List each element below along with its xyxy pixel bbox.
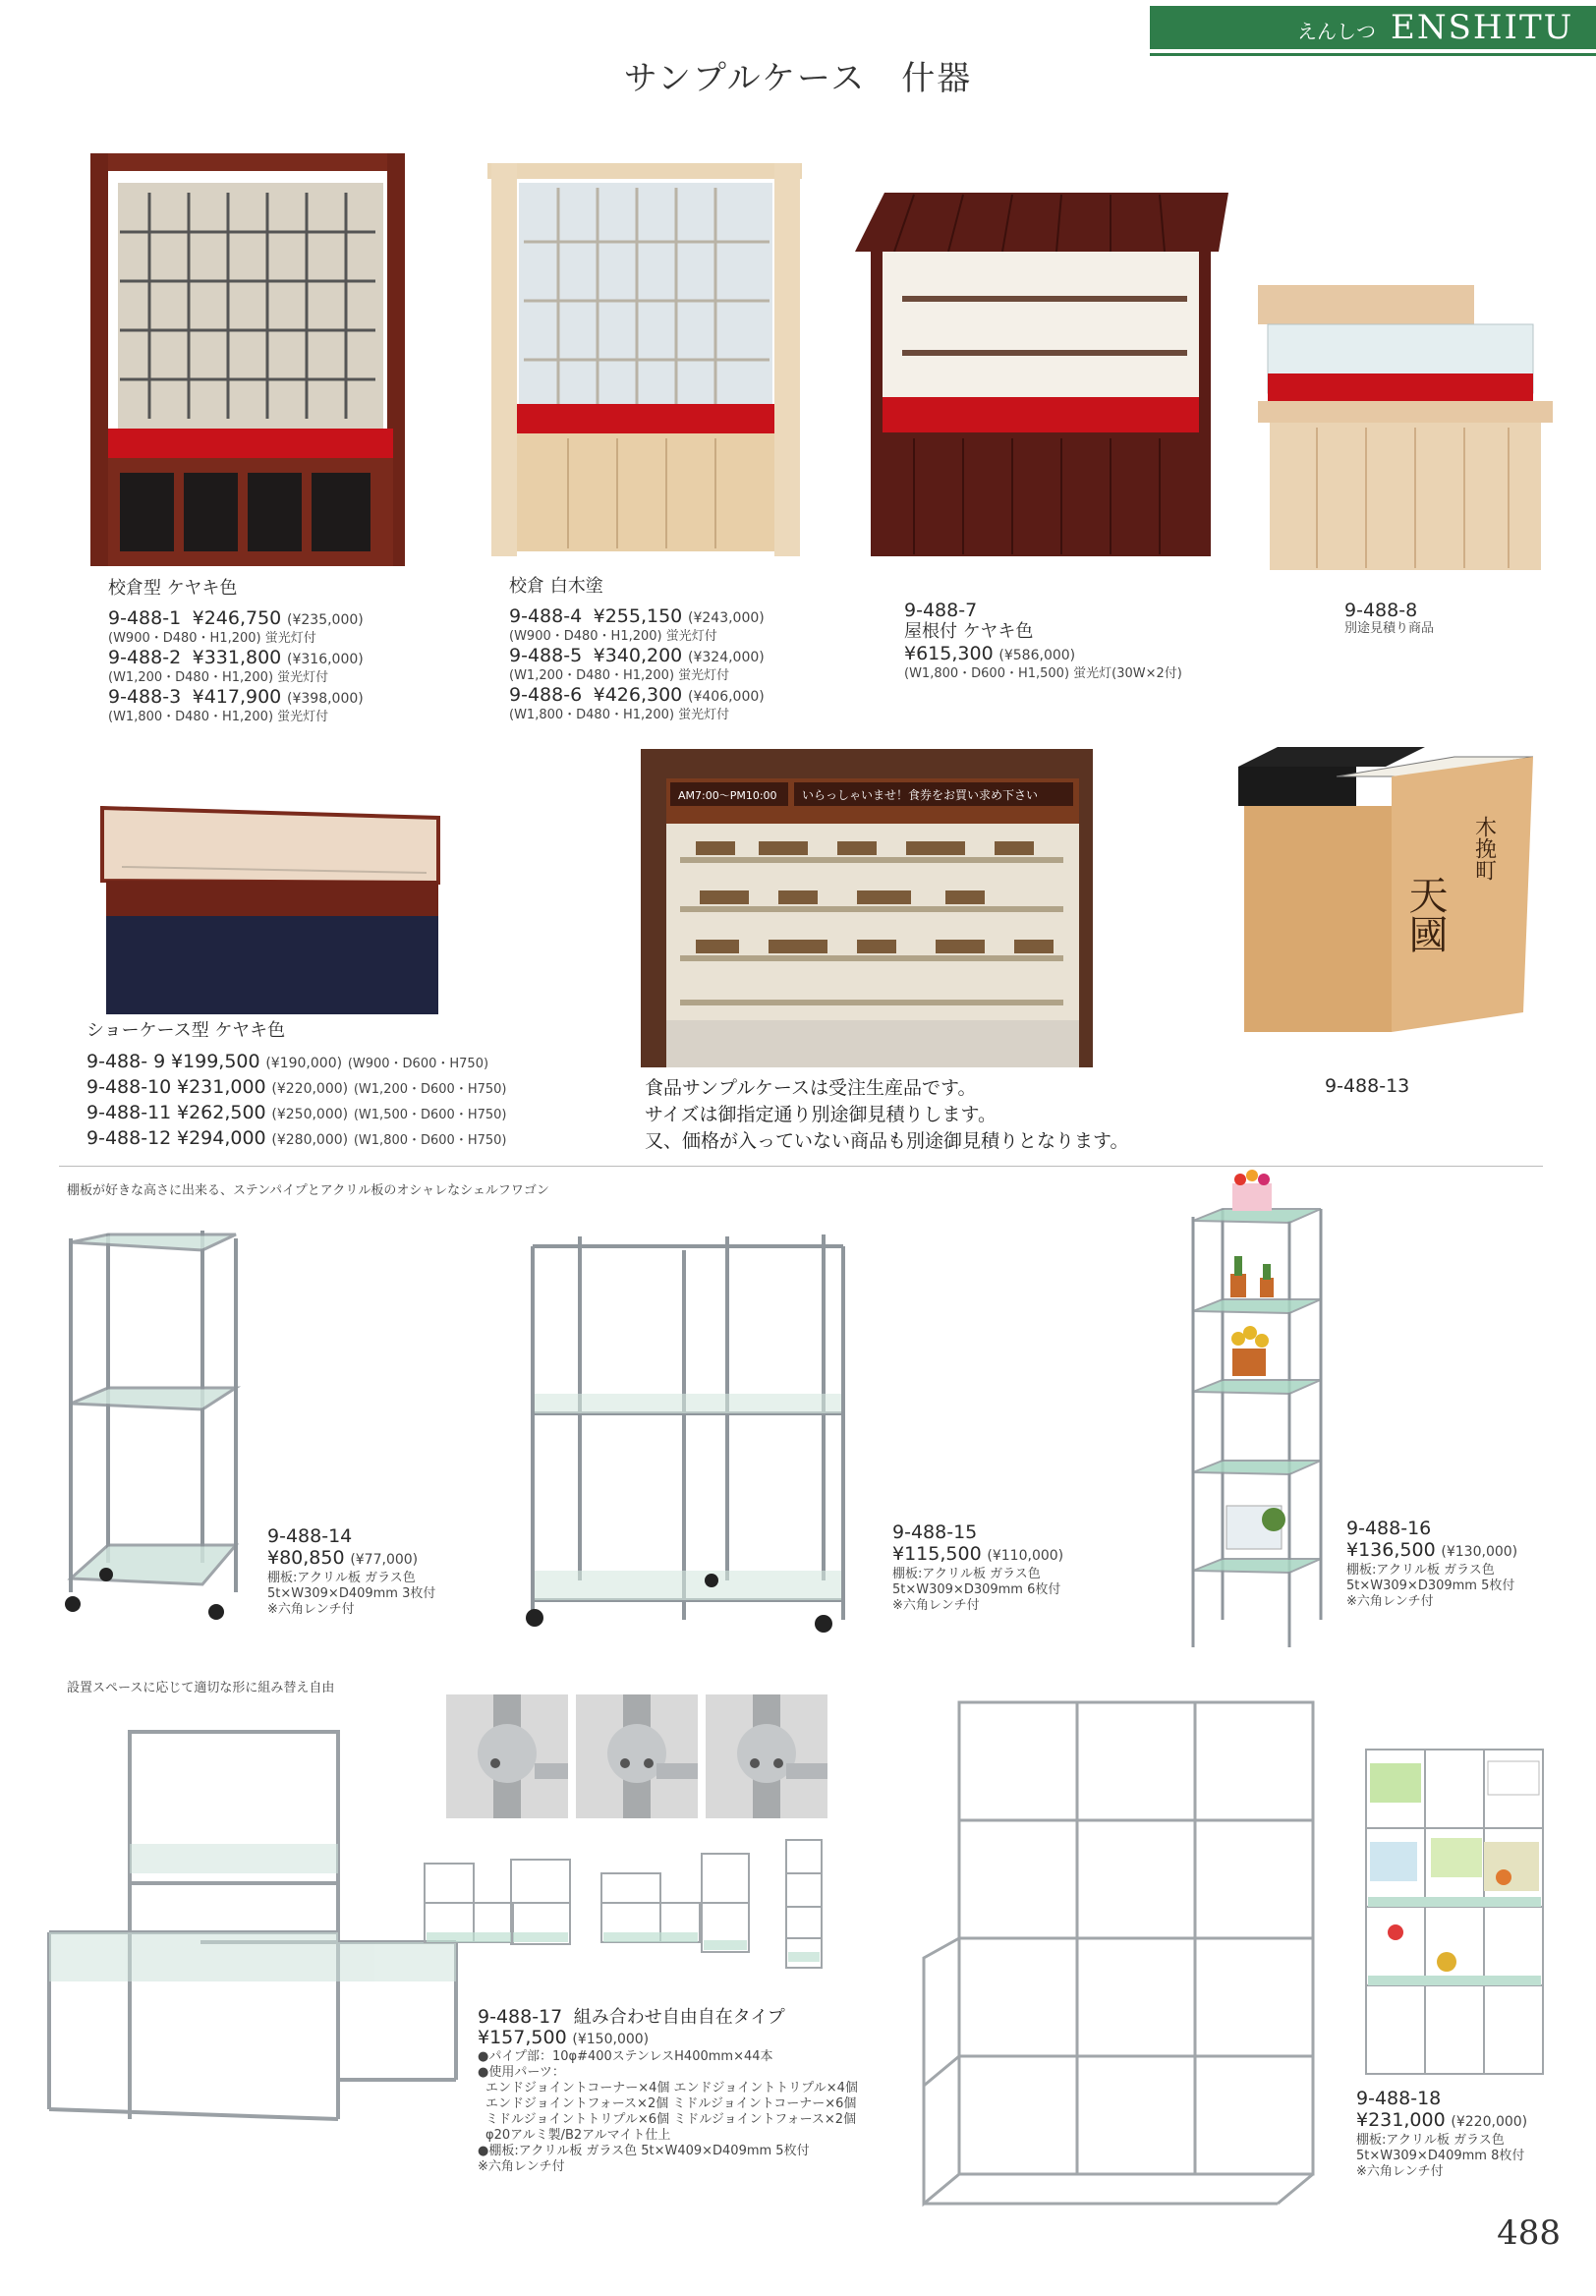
product-spec: (W1,800・D480・H1,200) 蛍光灯付 (509, 708, 730, 722)
product-price: ¥340,200 (593, 645, 683, 666)
product-spec: (W1,200・D480・H1,200) 蛍光灯付 (108, 670, 329, 685)
product-line (892, 1543, 1063, 1567)
product-code: 9-488-13 (1325, 1075, 1410, 1097)
product-group-wagon-16 (1346, 1518, 1517, 1610)
product-group-display-18 (1356, 2088, 1527, 2180)
product-price: ¥615,300 (904, 643, 994, 664)
product-price-excl-tax: (¥406,000) (688, 689, 765, 705)
product-line (86, 1101, 507, 1126)
combo-shelf-image (43, 1726, 466, 2139)
product-spec: 5t×W309×D309mm 6枚付 (892, 1582, 1061, 1597)
display-rack-image (1356, 1740, 1553, 2084)
combo-section-heading: 設置スペースに応じて適切な形に組み替え自由 (67, 1681, 335, 1695)
product-price-excl-tax: (¥243,000) (688, 610, 765, 626)
white-wood-cabinet-image (480, 144, 814, 566)
product-group-showcase (86, 1020, 507, 1152)
page-number: 488 (1497, 2213, 1561, 2253)
product-group-wagon-14 (267, 1525, 435, 1618)
store-photo (641, 749, 1093, 1067)
product-code: 9-488-17 (478, 2006, 563, 2028)
product-code: 9-488-6 (509, 684, 583, 706)
product-price-excl-tax: (¥280,000) (271, 1132, 349, 1148)
product-price-excl-tax: (¥130,000) (1441, 1544, 1518, 1560)
product-line (108, 607, 364, 631)
product-code: 9-488-7 (904, 600, 978, 621)
brand-band (1150, 6, 1596, 49)
tenkoku-counter-image (1238, 747, 1533, 1042)
config-thumbnails (419, 1834, 831, 1981)
showcase-image (92, 798, 448, 1020)
wagon-5tier-image (1183, 1166, 1340, 1653)
product-price-excl-tax: (¥398,000) (287, 691, 364, 707)
product-group-white-wood (509, 576, 765, 723)
product-spec: (W1,800・D600・H1,500) 蛍光灯(30W×2付) (904, 666, 1182, 681)
product-price: ¥255,150 (593, 605, 683, 627)
product-line (509, 684, 765, 708)
product-group-wagon-15 (892, 1521, 1063, 1614)
brand-kana: えんしつ (1297, 20, 1376, 43)
tenkoku-sign-sub: 木挽町 (1471, 816, 1497, 881)
product-name: 校倉型 ケヤキ色 (108, 578, 238, 599)
product-price: ¥231,000 (1356, 2109, 1446, 2131)
product-price: ¥331,800 (192, 647, 282, 668)
product-group-roofed (904, 600, 1182, 682)
product-group-counter (1344, 600, 1434, 637)
product-code: 9-488- 9 (86, 1051, 166, 1072)
product-spec: 5t×W309×D309mm 5枚付 (1346, 1578, 1515, 1593)
product-code: 9-488-11 (86, 1102, 172, 1123)
product-note: ※六角レンチ付 (1356, 2164, 1444, 2179)
product-code: 9-488-3 (108, 686, 182, 708)
product-spec: φ20アルミ製/B2アルマイト仕上 (485, 2128, 671, 2143)
grid-frame-image (914, 1693, 1327, 2223)
product-code: 9-488-5 (509, 645, 583, 666)
product-line (86, 1126, 507, 1152)
wagon-3tier-image (59, 1229, 246, 1622)
product-price: ¥115,500 (892, 1543, 982, 1565)
notice-line: 食品サンプルケースは受注生産品です。 (645, 1077, 977, 1099)
keyaki-cabinet-image (81, 144, 415, 576)
product-line (267, 1547, 435, 1571)
product-code: 9-488-14 (267, 1525, 353, 1547)
product-price-excl-tax: (¥150,000) (572, 2032, 650, 2047)
product-spec: (W1,200・D480・H1,200) 蛍光灯付 (509, 668, 730, 683)
product-price: ¥231,000 (176, 1076, 266, 1098)
product-note: ※六角レンチ付 (892, 1598, 980, 1613)
joint-closeup-images (446, 1694, 829, 1818)
product-note: ※六角レンチ付 (267, 1602, 355, 1617)
store-sign-text: いらっしゃいませ！食券をお買い求め下さい (802, 788, 1039, 802)
product-code: 9-488-10 (86, 1076, 172, 1098)
counter-case-image (1258, 285, 1553, 580)
store-sign-hours: AM7:00～PM10:00 (678, 789, 777, 802)
product-title-line (478, 2007, 858, 2028)
product-spec: (W1,500・D600・H750) (353, 1108, 507, 1122)
product-spec: (W900・D480・H1,200) 蛍光灯付 (108, 631, 316, 646)
product-price-excl-tax: (¥77,000) (350, 1552, 419, 1568)
product-code: 9-488-16 (1346, 1518, 1432, 1539)
product-price: ¥262,500 (176, 1102, 266, 1123)
product-spec: エンドジョイントフォース×2個 ミドルジョイントコーナー×6個 (485, 2096, 857, 2111)
product-line (86, 1050, 507, 1075)
product-price: ¥199,500 (170, 1051, 260, 1072)
product-note: 別途見積り商品 (1344, 621, 1435, 636)
product-price-excl-tax: (¥586,000) (998, 648, 1076, 663)
product-line (1346, 1539, 1517, 1563)
page-title: サンプルケース 什器 (623, 59, 973, 98)
product-price: ¥426,300 (593, 684, 683, 706)
product-spec: (W1,800・D600・H750) (353, 1133, 507, 1148)
notice-block (645, 1075, 1128, 1155)
product-line (509, 645, 765, 668)
tenkoku-sign-main: 天國 (1402, 875, 1448, 953)
product-spec: 棚板:アクリル板 ガラス色 (892, 1567, 1041, 1581)
product-code: 9-488-8 (1344, 600, 1418, 621)
product-price: ¥417,900 (192, 686, 282, 708)
product-code: 9-488-15 (892, 1521, 978, 1543)
product-name: 屋根付 ケヤキ色 (904, 621, 1034, 642)
product-spec: 5t×W309×D409mm 8枚付 (1356, 2149, 1525, 2163)
product-code: 9-488-12 (86, 1127, 172, 1149)
product-price-excl-tax: (¥316,000) (287, 652, 364, 667)
product-note: ※六角レンチ付 (1346, 1594, 1434, 1609)
product-spec: (W900・D480・H1,200) 蛍光灯付 (509, 629, 717, 644)
product-note: ※六角レンチ付 (478, 2159, 565, 2174)
product-group-keyaki (108, 578, 364, 725)
product-price: ¥157,500 (478, 2027, 567, 2048)
product-line (904, 643, 1182, 666)
product-spec: ●使用パーツ： (478, 2065, 565, 2080)
product-code: 9-488-18 (1356, 2088, 1442, 2109)
wagon-section-heading: 棚板が好きな高さに出来る、ステンパイプとアクリル板のオシャレなシェルフワゴン (67, 1183, 549, 1198)
product-code: 9-488-4 (509, 605, 583, 627)
product-name: ショーケース型 ケヤキ色 (86, 1020, 286, 1041)
product-spec: 5t×W309×D409mm 3枚付 (267, 1586, 436, 1601)
product-spec: エンドジョイントコーナー×4個 エンドジョイントトリプル×4個 (485, 2081, 858, 2095)
product-line (86, 1075, 507, 1101)
product-price: ¥246,750 (192, 607, 282, 629)
roofed-case-image (855, 183, 1228, 566)
product-spec: ミドルジョイントトリプル×6個 ミドルジョイントフォース×2個 (485, 2112, 857, 2127)
product-price-excl-tax: (¥220,000) (271, 1081, 349, 1097)
product-price-excl-tax: (¥220,000) (1451, 2114, 1528, 2130)
product-price-excl-tax: (¥190,000) (265, 1056, 343, 1071)
notice-line: 又、価格が入っていない商品も別途御見積りとなります。 (645, 1130, 1129, 1152)
product-line (108, 686, 364, 710)
product-price: ¥136,500 (1346, 1539, 1436, 1561)
product-spec: (W1,200・D600・H750) (353, 1082, 507, 1097)
product-spec: (W1,800・D480・H1,200) 蛍光灯付 (108, 710, 329, 724)
product-line (108, 647, 364, 670)
product-spec: 棚板:アクリル板 ガラス色 (1346, 1563, 1495, 1578)
product-name: 組み合わせ自由自在タイプ (573, 2007, 785, 2028)
product-name: 校倉 白木塗 (509, 576, 603, 597)
product-spec: (W900・D600・H750) (347, 1057, 489, 1071)
product-spec: 棚板:アクリル板 ガラス色 (1356, 2133, 1505, 2148)
product-price-excl-tax: (¥324,000) (688, 650, 765, 665)
product-price-excl-tax: (¥250,000) (271, 1107, 349, 1122)
wagon-6shelf-image (519, 1227, 863, 1649)
notice-line: サイズは御指定通り別途御見積りします。 (645, 1104, 997, 1125)
product-price-excl-tax: (¥110,000) (987, 1548, 1064, 1564)
product-group-combo (478, 2007, 858, 2175)
product-price: ¥294,000 (176, 1127, 266, 1149)
product-code: 9-488-2 (108, 647, 182, 668)
product-spec: 棚板:アクリル板 ガラス色 (267, 1571, 416, 1585)
product-spec: ●パイプ部：10φ#400ステンレスH400mm×44本 (478, 2049, 773, 2064)
product-line (509, 605, 765, 629)
brand-name: ENSHITU (1391, 8, 1574, 47)
product-code: 9-488-1 (108, 607, 182, 629)
product-line (478, 2028, 858, 2049)
product-spec: ●棚板:アクリル板 ガラス色 5t×W409×D409mm 5枚付 (478, 2144, 810, 2158)
product-line (1356, 2109, 1527, 2133)
product-price: ¥80,850 (267, 1547, 345, 1569)
product-price-excl-tax: (¥235,000) (287, 612, 364, 628)
